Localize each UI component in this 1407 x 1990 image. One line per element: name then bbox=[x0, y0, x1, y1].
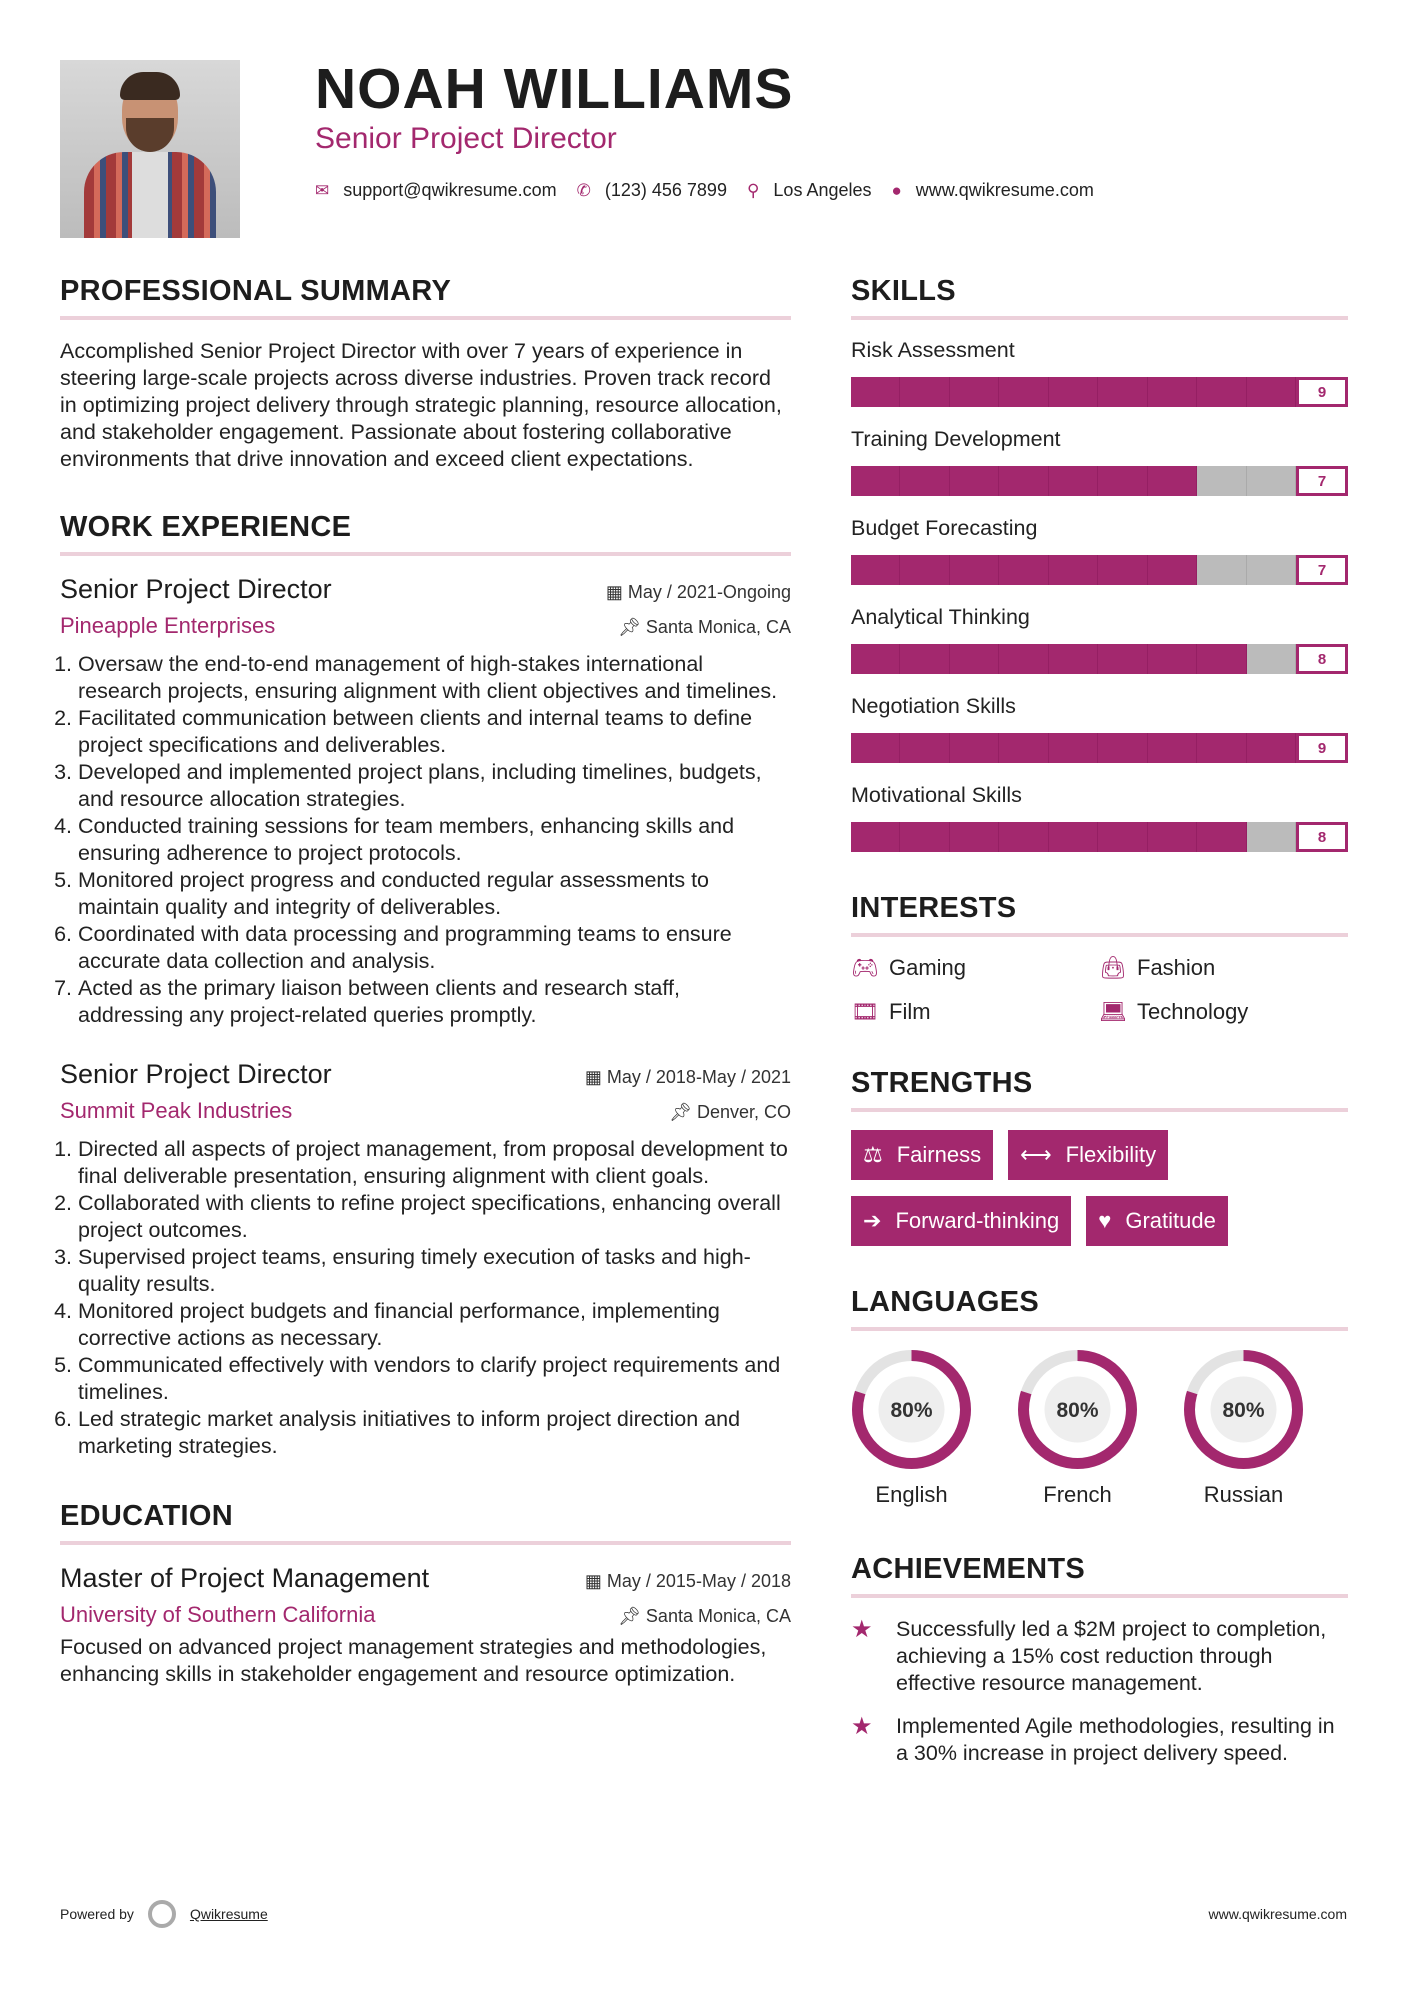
shopping-bag-icon: 👜︎ bbox=[1099, 955, 1127, 980]
skill-segment bbox=[1098, 555, 1147, 585]
qwikresume-logo-icon bbox=[148, 1900, 176, 1928]
skill-item bbox=[851, 694, 1348, 763]
pin-icon: 📌︎ bbox=[618, 617, 646, 637]
job-location: 📌︎ Denver, CO bbox=[669, 1102, 791, 1122]
footer-site[interactable]: www.qwikresume.com bbox=[1208, 1906, 1347, 1922]
achievement-item bbox=[851, 1616, 1348, 1697]
skill-segment bbox=[950, 377, 999, 407]
job-entry bbox=[60, 574, 791, 1029]
language-name: Russian bbox=[1203, 1482, 1284, 1507]
interest-item bbox=[1099, 955, 1347, 981]
strength-tag bbox=[851, 1196, 1071, 1246]
skill-segment bbox=[851, 733, 900, 763]
language-name: English bbox=[875, 1482, 948, 1507]
strength-tag bbox=[1086, 1196, 1228, 1246]
achievement-text: Successfully led a $2M project to completion, achieving a 15% cost reduction through effective resource management. bbox=[896, 1617, 1327, 1695]
skill-item bbox=[851, 427, 1348, 496]
list-item: 4. Monitored project budgets and financial performance, implementing corrective actions as necessary. bbox=[78, 1298, 791, 1352]
strength-label: Flexibility bbox=[1065, 1142, 1157, 1167]
skill-level: 7 bbox=[1296, 466, 1348, 496]
language-item bbox=[1017, 1349, 1138, 1508]
skill-bar bbox=[851, 822, 1348, 852]
arrows-horizontal-icon: ⟷ bbox=[1020, 1142, 1052, 1167]
skill-segment bbox=[900, 733, 949, 763]
skill-level: 9 bbox=[1296, 733, 1348, 763]
skill-segment bbox=[851, 555, 900, 585]
language-percent: 80% bbox=[890, 1399, 933, 1422]
skill-segment bbox=[950, 466, 999, 496]
list-item: 6. Coordinated with data processing and programming teams to ensure accurate data collection and analysis. bbox=[78, 921, 791, 975]
skill-segment bbox=[900, 555, 949, 585]
skill-segment bbox=[999, 733, 1048, 763]
section-heading: ACHIEVEMENTS bbox=[851, 1553, 1348, 1598]
strength-tag bbox=[851, 1130, 993, 1180]
globe-icon: ● bbox=[891, 180, 902, 200]
email[interactable]: support@qwikresume.com bbox=[343, 180, 557, 200]
skill-segment bbox=[1049, 644, 1098, 674]
skill-segment bbox=[999, 466, 1048, 496]
skill-bar bbox=[851, 644, 1348, 674]
skill-item bbox=[851, 516, 1348, 585]
list-item: 2. Facilitated communication between clients and internal teams to define project specifications and deliverables. bbox=[78, 705, 791, 759]
skill-segment bbox=[900, 644, 949, 674]
skill-segment bbox=[1098, 377, 1147, 407]
skill-name: Training Development bbox=[851, 427, 1061, 451]
skill-segment bbox=[999, 377, 1048, 407]
achievement-text: Implemented Agile methodologies, resulting in a 30% increase in project delivery speed. bbox=[896, 1714, 1335, 1765]
interest-item bbox=[1099, 999, 1347, 1025]
skill-segment bbox=[851, 822, 900, 852]
interest-item bbox=[851, 955, 1099, 981]
job-date: ▦ May / 2021-Ongoing bbox=[605, 582, 791, 602]
pin-icon: 📌︎ bbox=[618, 1606, 646, 1626]
skill-segment bbox=[1098, 466, 1147, 496]
section-heading: WORK EXPERIENCE bbox=[60, 511, 791, 556]
language-percent: 80% bbox=[1056, 1399, 1099, 1422]
skill-level: 7 bbox=[1296, 555, 1348, 585]
school: University of Southern California bbox=[60, 1602, 376, 1627]
skill-name: Motivational Skills bbox=[851, 783, 1022, 807]
section-heading: STRENGTHS bbox=[851, 1067, 1348, 1112]
summary-text: Accomplished Senior Project Director with over 7 years of experience in steering large-scale projects across diverse industries. Proven track record in optimizing project delivery through strategic planning, resource allocation, and stakeholder engagement. Passionate about fostering collaborative environments that drive innovation and exceed client expectations. bbox=[60, 339, 782, 471]
pin-icon: 📌︎ bbox=[669, 1102, 697, 1122]
left-column bbox=[60, 275, 791, 1688]
list-item: 3. Supervised project teams, ensuring timely execution of tasks and high-quality results. bbox=[78, 1244, 791, 1298]
education-location: 📌︎ Santa Monica, CA bbox=[618, 1606, 791, 1626]
list-item: 5. Monitored project progress and conducted regular assessments to maintain quality and integrity of deliverables. bbox=[78, 867, 791, 921]
skill-bar bbox=[851, 377, 1348, 407]
skill-segment bbox=[1049, 733, 1098, 763]
skill-segment bbox=[1247, 733, 1296, 763]
interest-label: Technology bbox=[1137, 999, 1249, 1024]
skill-segment bbox=[1098, 733, 1147, 763]
achievement-item bbox=[851, 1713, 1348, 1767]
skill-name: Budget Forecasting bbox=[851, 516, 1038, 540]
profile-photo bbox=[60, 60, 240, 238]
gamepad-icon: 🎮︎ bbox=[851, 955, 879, 980]
skill-item bbox=[851, 783, 1348, 852]
laptop-icon: 💻︎ bbox=[1099, 999, 1127, 1024]
list-item: 1. Oversaw the end-to-end management of high-stakes international research projects, ensuring alignment with client objectives and timelines. bbox=[78, 651, 791, 705]
contact-bar bbox=[315, 180, 1114, 201]
skill-segment bbox=[900, 822, 949, 852]
balance-scale-icon: ⚖ bbox=[863, 1142, 883, 1167]
skill-segment bbox=[1197, 377, 1246, 407]
skill-segment bbox=[1247, 644, 1296, 674]
candidate-name: NOAH WILLIAMS bbox=[315, 57, 794, 121]
skill-segment bbox=[1197, 822, 1246, 852]
skill-level: 9 bbox=[1296, 377, 1348, 407]
skill-segment bbox=[1197, 733, 1246, 763]
skill-segment bbox=[851, 466, 900, 496]
list-item: 4. Conducted training sessions for team members, enhancing skills and ensuring adherence to project protocols. bbox=[78, 813, 791, 867]
language-ring bbox=[851, 1349, 972, 1470]
skill-segment bbox=[851, 377, 900, 407]
heart-icon: ♥ bbox=[1098, 1208, 1112, 1233]
phone: (123) 456 7899 bbox=[604, 180, 727, 200]
star-icon: ★ bbox=[851, 1616, 873, 1643]
section-heading: SKILLS bbox=[851, 275, 1348, 320]
skill-segment bbox=[1148, 822, 1197, 852]
skill-segment bbox=[1148, 733, 1197, 763]
interest-item bbox=[851, 999, 1099, 1025]
candidate-title: Senior Project Director bbox=[315, 122, 617, 155]
section-heading: LANGUAGES bbox=[851, 1286, 1348, 1331]
skill-bar bbox=[851, 733, 1348, 763]
skill-segment bbox=[1247, 822, 1296, 852]
skill-segment bbox=[851, 644, 900, 674]
responsibilities-list bbox=[60, 651, 791, 1029]
strength-label: Forward-thinking bbox=[895, 1208, 1060, 1233]
list-item: 2. Collaborated with clients to refine project specifications, enhancing overall project outcomes. bbox=[78, 1190, 791, 1244]
skill-segment bbox=[950, 644, 999, 674]
skill-segment bbox=[950, 733, 999, 763]
skill-segment bbox=[1247, 377, 1296, 407]
list-item: 6. Led strategic market analysis initiatives to inform project direction and marketing strategies. bbox=[78, 1406, 791, 1460]
language-ring bbox=[1183, 1349, 1304, 1470]
film-icon: 🎞︎ bbox=[851, 999, 879, 1024]
section-heading: EDUCATION bbox=[60, 1500, 791, 1545]
skill-segment bbox=[1148, 466, 1197, 496]
skill-segment bbox=[1148, 644, 1197, 674]
list-item: 7. Acted as the primary liaison between clients and research staff, addressing any project-related queries promptly. bbox=[78, 975, 791, 1029]
skill-segment bbox=[1197, 466, 1246, 496]
location: Los Angeles bbox=[773, 180, 872, 200]
skill-level: 8 bbox=[1296, 822, 1348, 852]
skill-segment bbox=[900, 377, 949, 407]
skill-segment bbox=[1049, 466, 1098, 496]
skill-segment bbox=[999, 644, 1048, 674]
skill-level: 8 bbox=[1296, 644, 1348, 674]
skill-bar bbox=[851, 555, 1348, 585]
map-marker-icon: ⚲ bbox=[746, 180, 760, 200]
company: Summit Peak Industries bbox=[60, 1098, 293, 1123]
job-title: Senior Project Director bbox=[60, 1059, 332, 1089]
skill-segment bbox=[1247, 466, 1296, 496]
strength-label: Gratitude bbox=[1125, 1208, 1216, 1233]
list-item: 5. Communicated effectively with vendors to clarify project requirements and timelines. bbox=[78, 1352, 791, 1406]
skill-segment bbox=[1049, 822, 1098, 852]
star-icon: ★ bbox=[851, 1713, 873, 1740]
section-heading: PROFESSIONAL SUMMARY bbox=[60, 275, 791, 320]
skill-bar bbox=[851, 466, 1348, 496]
skill-segment bbox=[1049, 377, 1098, 407]
skill-segment bbox=[1247, 555, 1296, 585]
skill-name: Risk Assessment bbox=[851, 338, 1015, 362]
calendar-icon: ▦ bbox=[584, 1571, 607, 1591]
skill-segment bbox=[1197, 555, 1246, 585]
company: Pineapple Enterprises bbox=[60, 613, 276, 638]
job-title: Senior Project Director bbox=[60, 574, 332, 604]
skill-segment bbox=[999, 555, 1048, 585]
interest-label: Fashion bbox=[1137, 955, 1216, 980]
skill-item bbox=[851, 338, 1348, 407]
job-date: ▦ May / 2018-May / 2021 bbox=[584, 1067, 791, 1087]
skill-name: Negotiation Skills bbox=[851, 694, 1016, 718]
footer-powered bbox=[60, 1900, 268, 1928]
skill-segment bbox=[1098, 822, 1147, 852]
job-location: 📌︎ Santa Monica, CA bbox=[618, 617, 791, 637]
skill-segment bbox=[999, 822, 1048, 852]
phone-icon: ✆ bbox=[576, 180, 591, 200]
language-name: French bbox=[1043, 1482, 1112, 1507]
skill-segment bbox=[950, 555, 999, 585]
calendar-icon: ▦ bbox=[605, 582, 628, 602]
skill-segment bbox=[900, 466, 949, 496]
language-item bbox=[851, 1349, 972, 1508]
responsibilities-list bbox=[60, 1136, 791, 1460]
powered-by-label: Powered by bbox=[60, 1906, 134, 1922]
skill-segment bbox=[950, 822, 999, 852]
skill-name: Analytical Thinking bbox=[851, 605, 1030, 629]
list-item: 3. Developed and implemented project plans, including timelines, budgets, and resource allocation strategies. bbox=[78, 759, 791, 813]
skill-item bbox=[851, 605, 1348, 674]
strength-label: Fairness bbox=[896, 1142, 982, 1167]
strength-tag bbox=[1008, 1130, 1168, 1180]
skill-segment bbox=[1148, 555, 1197, 585]
right-column bbox=[851, 275, 1348, 1783]
language-item bbox=[1183, 1349, 1304, 1508]
language-ring bbox=[1017, 1349, 1138, 1470]
interest-label: Film bbox=[889, 999, 931, 1024]
skill-segment bbox=[1197, 644, 1246, 674]
brand-link[interactable]: Qwikresume bbox=[189, 1906, 268, 1922]
calendar-icon: ▦ bbox=[584, 1067, 607, 1087]
section-heading: INTERESTS bbox=[851, 892, 1348, 937]
envelope-icon: ✉ bbox=[315, 180, 330, 200]
list-item: 1. Directed all aspects of project management, from proposal development to final deliverable presentation, ensuring alignment with client goals. bbox=[78, 1136, 791, 1190]
education-text: Focused on advanced project management strategies and methodologies, enhancing skills in stakeholder engagement and resource optimization. bbox=[60, 1635, 767, 1686]
education-date: ▦ May / 2015-May / 2018 bbox=[584, 1571, 791, 1591]
language-percent: 80% bbox=[1222, 1399, 1265, 1422]
interest-label: Gaming bbox=[889, 955, 967, 980]
skill-segment bbox=[1098, 644, 1147, 674]
skill-segment bbox=[1049, 555, 1098, 585]
job-entry bbox=[60, 1059, 791, 1460]
website[interactable]: www.qwikresume.com bbox=[915, 180, 1094, 200]
arrow-right-icon: ➔ bbox=[863, 1208, 882, 1233]
skill-segment bbox=[1148, 377, 1197, 407]
degree: Master of Project Management bbox=[60, 1563, 430, 1593]
